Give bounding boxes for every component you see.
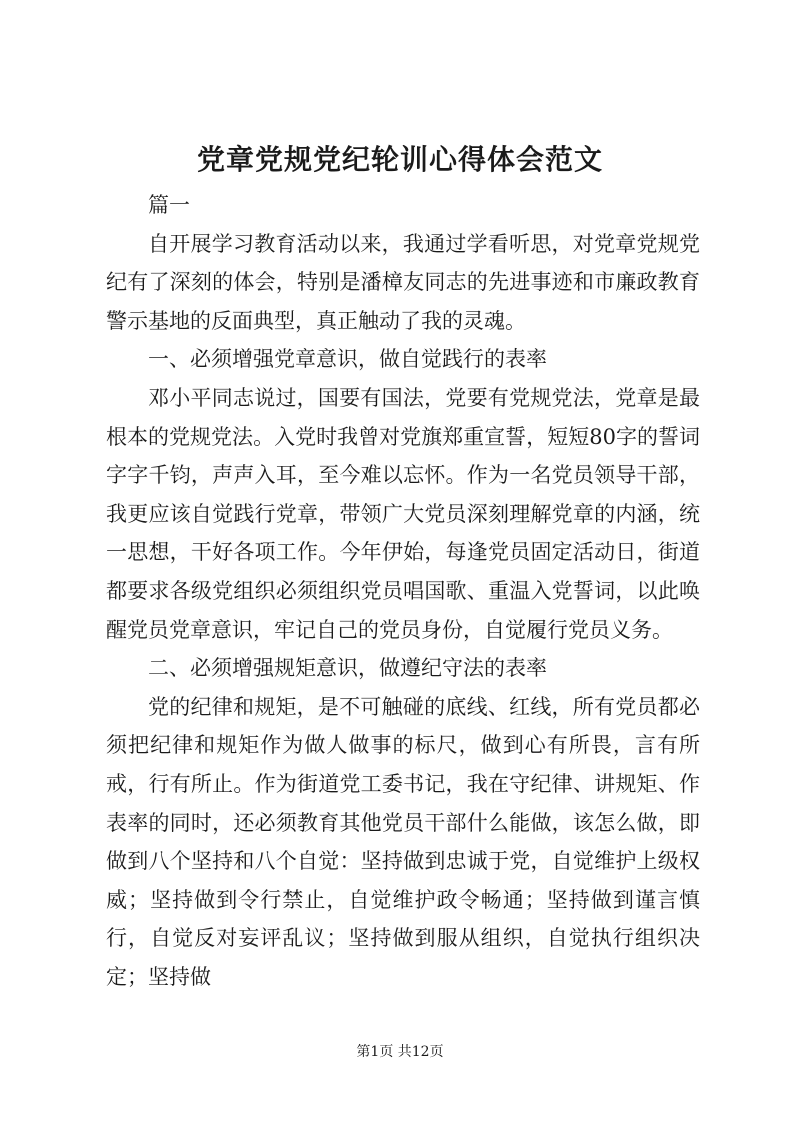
body-paragraph-2: 党的纪律和规矩，是不可触碰的底线、红线，所有党员都必须把纪律和规矩作为做人做事的标尺，做到心有所畏，言有所戒，行有所止。作为街道党工委书记，我在守纪律、讲规矩、作表率的同时，还必须教育其他党员干部什么能做，该怎么做，即做到八个坚持和八个自觉：坚持做到忠诚于党，自觉维护上级权威；坚持做到令行禁止，自觉维护政令畅通；坚持做到谨言慎行，自觉反对妄评乱议；坚持做到服从组织，自觉执行组织决定；坚持做 [106,694,700,989]
section-heading-2: 二、必须增强规矩意识，做遵纪守法的表率 [148,656,547,681]
intro-paragraph: 自开展学习教育活动以来，我通过学看听思，对党章党规党纪有了深刻的体会，特别是潘樟友同志的先进事迹和市廉政教育警示基地的反面典型，真正触动了我的灵魂。 [106,231,700,333]
document-title: 党章党规党纪轮训心得体会范文 [196,143,603,176]
section-label: 篇一 [148,193,190,217]
page-number-footer: 第1页 共12页 [356,1044,444,1060]
document-body [106,186,700,996]
body-paragraph-1: 邓小平同志说过，国要有国法，党要有党规党法，党章是最根本的党规党法。入党时我曾对党旗郑重宣誓，短短80字的誓词字字千钧，声声入耳，至今难以忘怀。作为一名党员领导干部，我更应该自觉践行党章，带领广大党员深刻理解党章的内涵，统一思想，干好各项工作。今年伊始，每逢党员固定活动日，街道都要求各级党组织必须组织党员唱国歌、重温入党誓词，以此唤醒党员党章意识，牢记自己的党员身份，自觉履行党员义务。 [106,385,700,642]
section-heading-1: 一、必须增强党章意识，做自觉践行的表率 [148,347,547,372]
